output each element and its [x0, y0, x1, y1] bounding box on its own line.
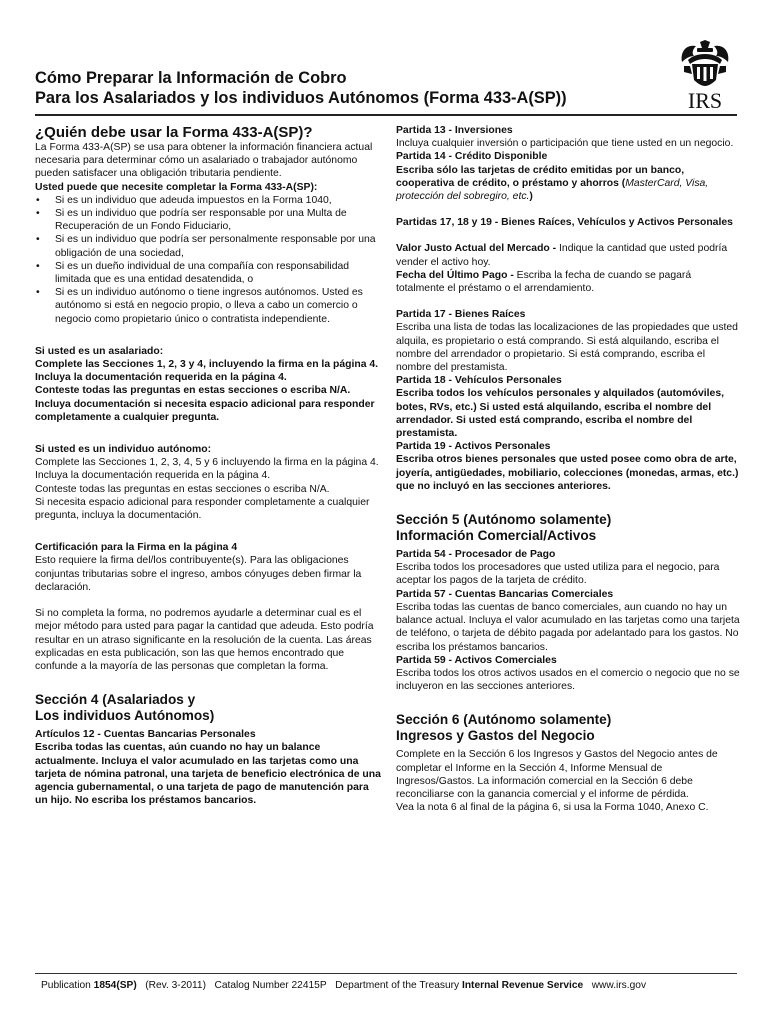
who-should-use-heading: ¿Quién debe usar la Forma 433-A(SP)?: [35, 124, 313, 141]
irs-eagle-icon: [670, 40, 740, 112]
item-14-text-examples: MasterCard, Visa, protección del sobregiro, etc.: [396, 177, 709, 203]
list-item: • Si es un individuo autónomo o tiene ingresos autónomos. Usted es autónomo si está en negocio propio, o lleva a cabo un comercio o negocio como propietario único o contratista independiente.: [35, 286, 383, 326]
item-19-title: Partida 19 - Activos Personales: [396, 441, 551, 453]
warning-paragraph: Si no completa la forma, no podremos ayudarle a determinar cual es el mejor método para usted para pagar la cantidad que adeuda. Esto podría resultar en un atraso significante en la resolución de la cuenta. Las áreas explicadas en esta publicación, son las que hemos encontrado que confunde a la mayoría de las personas que completan la forma.: [35, 608, 374, 672]
who-must-complete-list: [35, 194, 383, 326]
item-57-text: Escriba todas las cuentas de banco comerciales, aun cuando no hay un balance actual. Incluya el valor acumulado en las tarjetas como una tarjeta de teléfono, o tarjeta de débito pagada por adelantado para los gastos. No escriba los préstamos bancarios.: [396, 601, 740, 653]
left-column: [35, 124, 383, 807]
page-title-line-2: Para los Asalariados y los individuos Autónomos (Forma 433-A(SP)): [35, 89, 567, 107]
section-5-heading-line: Información Comercial/Activos: [396, 528, 597, 544]
intro-paragraph: La Forma 433-A(SP) se usa para obtener la información financiera actual necesaria para determinar cómo un asalariado o trabajador autónomo pueden satisfacer una obligación tributaria pendiente.: [35, 142, 373, 180]
section-4-heading-line: Sección 4 (Asalariados y: [35, 692, 196, 708]
item-12-text: Escriba todas las cuentas, aún cuando no hay un balance actualmente. Incluya el valor acumulado en las tarjetas como una tarjeta de nómina patronal, una tarjeta de beneficio electrónica de una agencia gubernamental, o una tarjeta de pago de manutención para un hijo. No escriba los préstamos bancarios.: [35, 742, 381, 807]
self-employed-line: Incluya la documentación requerida en la página 4.: [35, 470, 271, 482]
item-14-text-main: Escriba sólo las tarjetas de crédito emitidas por un banco, cooperativa de crédito, o préstamo y ahorros (: [396, 164, 685, 189]
header-rule: [35, 114, 737, 116]
fair-market-value-title: Valor Justo Actual del Mercado -: [396, 243, 557, 255]
item-12-title: Artículos 12 - Cuentas Bancarias Personales: [35, 729, 256, 741]
page-title: [35, 68, 567, 108]
list-item: • Si es un dueño individual de una compañía con responsabilidad limitada que es una entidad desatendida, o: [35, 260, 383, 286]
certification-text: Esto requiere la firma del/los contribuyente(s). Para las obligaciones conjuntas tributarias sobre el ingreso, ambos cónyuges deben firmar la declaración.: [35, 555, 362, 593]
certification-title: Certificación para la Firma en la página 4: [35, 542, 238, 554]
self-employed-block: [35, 443, 383, 522]
right-column: [396, 124, 742, 814]
irs-logo: [670, 40, 740, 112]
footer-irs: Internal Revenue Service: [462, 980, 584, 991]
section-4-heading: [35, 692, 383, 724]
item-19-text: Escriba otros bienes personales que usted posee como obra de arte, joyería, antigüedades, mobiliario, colecciones (monedas, armas, etc.) que no incluyó en las secciones anteriores.: [396, 454, 739, 492]
list-item: • Si es un individuo que podría ser responsable por una Multa de Recuperación de un Fondo Fiduciario,: [35, 207, 383, 233]
last-payment-title: Fecha del Último Pago -: [396, 269, 514, 281]
items-17-19-title: Partidas 17, 18 y 19 - Bienes Raíces, Vehículos y Activos Personales: [396, 217, 733, 229]
item-17-text: Escriba una lista de todas las localizaciones de las propiedades que usted alquila, es propietario o está comprando. Si está alquilando, escriba el nombre del arrendador o propietario. Si está comprando, escriba el nombre del prestamista.: [396, 322, 738, 374]
section-6-heading-line: Sección 6 (Autónomo solamente): [396, 712, 612, 728]
section-6-text: Complete en la Sección 6 los Ingresos y Gastos del Negocio antes de completar el Informe en la Sección 4, Informe Mensual de Ingresos/Gastos. La información comercial en la Sección 6 debe reconciliarse con la ganancia comercial y el informe de pérdida.: [396, 749, 718, 800]
item-59-title: Partida 59 - Activos Comerciales: [396, 654, 557, 666]
who-must-complete-title: Usted puede que necesite completar la Forma 433-A(SP):: [35, 181, 318, 193]
section-6-note: Vea la nota 6 al final de la página 6, si usa la Forma 1040, Anexo C.: [396, 802, 709, 814]
wage-earner-line: Complete las Secciones 1, 2, 3 y 4, incluyendo la firma en la página 4.: [35, 359, 379, 371]
section-4-heading-line: Los individuos Autónomos): [35, 708, 215, 724]
item-54-text: Escriba todos los procesadores que usted utiliza para el negocio, para aceptar los pagos de la tarjeta de crédito.: [396, 562, 720, 587]
item-14-title: Partida 14 - Crédito Disponible: [396, 151, 548, 163]
item-59-text: Escriba todos los otros activos usados en el comercio o negocio que no se incluyeron en las secciones anteriores.: [396, 667, 740, 693]
item-13-text: Incluya cualquier inversión o participación que tiene usted en un negocio.: [396, 138, 734, 150]
section-6-heading: [396, 712, 742, 744]
footer-revision: (Rev. 3-2011): [145, 980, 206, 991]
footer-publication-prefix: Publication: [41, 980, 94, 991]
fair-market-value-text: Indique la cantidad que usted podría vender el activo hoy.: [396, 243, 728, 268]
item-57-title: Partida 57 - Cuentas Bancarias Comerciales: [396, 588, 614, 600]
self-employed-line: Conteste todas las preguntas en estas secciones o escriba N/A.: [35, 483, 330, 495]
self-employed-line: Si necesita espacio adicional para responder completamente a cualquier pregunta, incluya la documentación.: [35, 496, 370, 522]
footer-rule: [35, 973, 737, 974]
last-payment-date: [396, 269, 742, 295]
item-54-title: Partida 54 - Procesador de Pago: [396, 549, 556, 561]
self-employed-title: Si usted es un individuo autónomo:: [35, 444, 212, 456]
section-5-heading-line: Sección 5 (Autónomo solamente): [396, 512, 612, 528]
wage-earner-line: Incluya documentación si necesita espacio adicional para responder completamente a cualquier pregunta.: [35, 398, 375, 423]
footer-publication-number: 1854(SP): [93, 980, 137, 991]
wage-earner-line: Incluya la documentación requerida en la página 4.: [35, 372, 287, 384]
footer: [41, 980, 646, 991]
item-18-title: Partida 18 - Vehículos Personales: [396, 375, 562, 387]
section-5-heading: [396, 512, 742, 544]
self-employed-line: Complete las Secciones 1, 2, 3, 4, 5 y 6 incluyendo la firma en la página 4.: [35, 457, 379, 469]
irs-logo-text: IRS: [687, 88, 723, 112]
list-item: • Si es un individuo que adeuda impuestos en la Forma 1040,: [35, 194, 383, 207]
footer-url: www.irs.gov: [591, 980, 647, 991]
fair-market-value: [396, 242, 742, 268]
wage-earner-title: Si usted es un asalariado:: [35, 345, 164, 357]
item-17-title: Partida 17 - Bienes Raíces: [396, 309, 526, 321]
footer-department: Department of the Treasury: [335, 980, 460, 991]
item-14-text: [396, 164, 742, 204]
wage-earner-line: Conteste todas las preguntas en estas secciones o escriba N/A.: [35, 385, 351, 397]
last-payment-text: Escriba la fecha de cuando se pagará totalmente el préstamo o el arrendamiento.: [396, 269, 692, 295]
page-title-line-1: Cómo Preparar la Información de Cobro: [35, 69, 347, 87]
footer-catalog: Catalog Number 22415P: [214, 980, 327, 991]
wage-earner-block: [35, 345, 383, 424]
item-13-title: Partida 13 - Inversiones: [396, 125, 513, 136]
section-6-heading-line: Ingresos y Gastos del Negocio: [396, 728, 595, 744]
item-18-text: Escriba todos los vehículos personales y alquilados (automóviles, botes, RVs, etc.) Si usted está alquilando, escriba el nombre del arrendador. Si usted está comprando, escriba el nombre del prestamista.: [396, 388, 724, 440]
list-item: • Si es un individuo que podría ser personalmente responsable por una obligación de una sociedad,: [35, 233, 383, 259]
item-14-text-close: ): [529, 191, 533, 203]
